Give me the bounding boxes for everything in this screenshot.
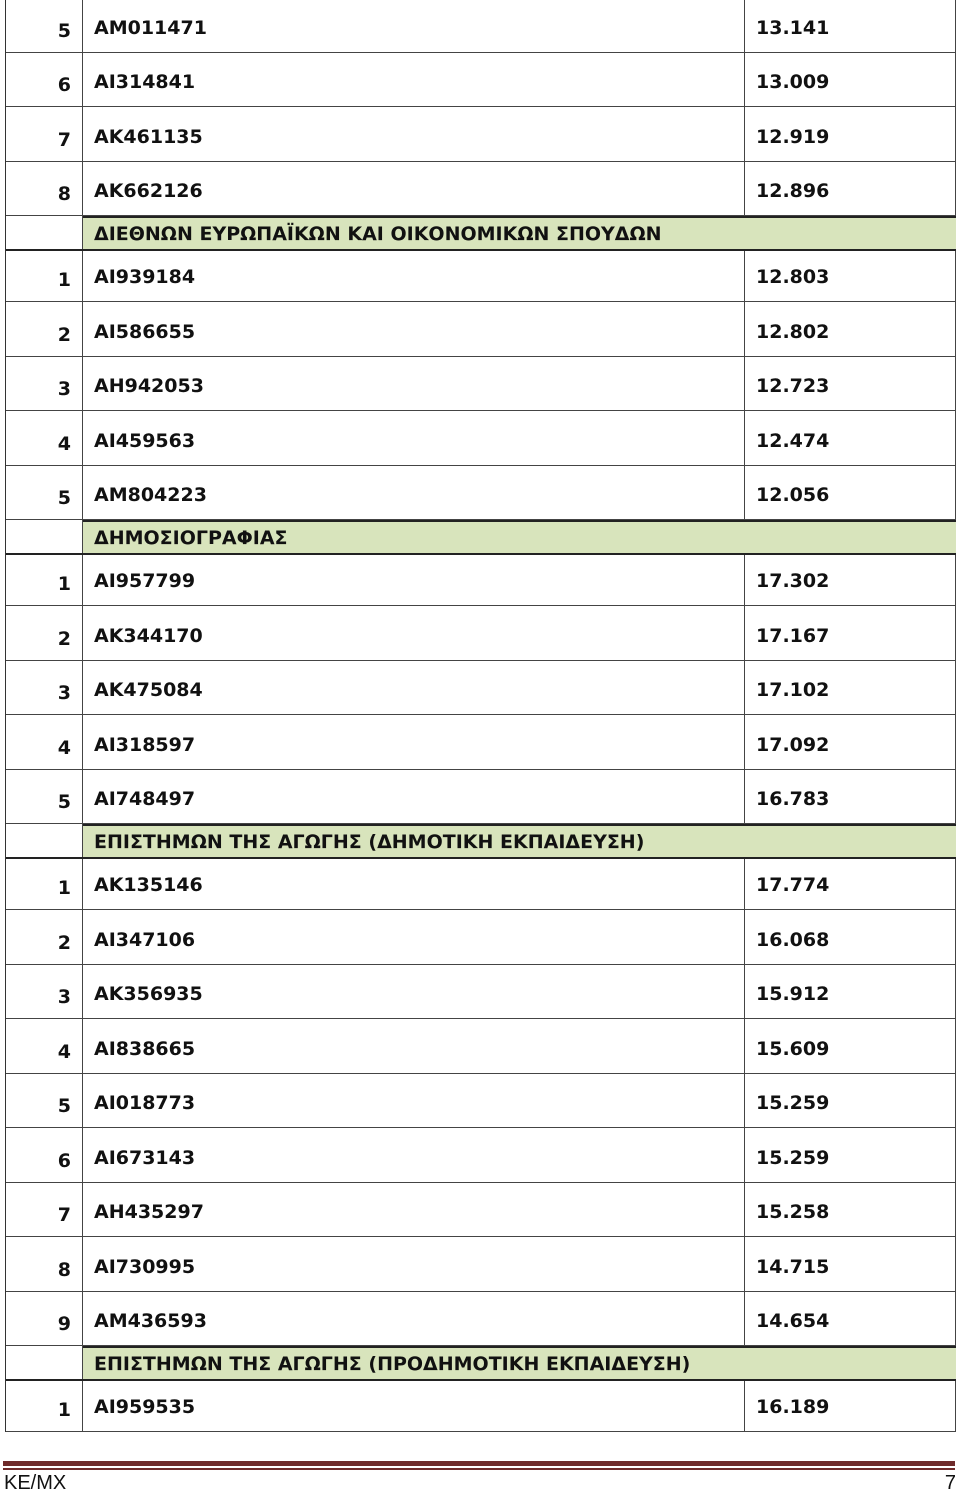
table-row (6, 770, 956, 825)
score-cell: 13.009 (745, 53, 956, 107)
score-cell: 17.302 (745, 555, 956, 605)
footer-label: ΚΕ/ΜΧ (4, 1472, 67, 1494)
candidate-id-cell: AI959535 (83, 1381, 745, 1431)
score-cell: 12.919 (745, 107, 956, 161)
table-row (6, 965, 956, 1020)
rank-cell: 1 (6, 859, 83, 909)
score-cell: 14.654 (745, 1292, 956, 1346)
score-cell: 17.092 (745, 715, 956, 769)
candidate-id-cell: AK344170 (83, 606, 745, 660)
table-row (6, 1128, 956, 1183)
score-cell: 15.912 (745, 965, 956, 1019)
page-number: 7 (944, 1472, 956, 1494)
rank-cell: 5 (6, 0, 83, 52)
table-row (6, 859, 956, 910)
table-row (6, 1292, 956, 1347)
candidate-id-cell: AH942053 (83, 357, 745, 411)
section-header-spacer (6, 216, 83, 249)
table-row (6, 357, 956, 412)
section-header-row (6, 1346, 956, 1381)
candidate-id-cell: AH435297 (83, 1183, 745, 1237)
candidate-id-cell: AK662126 (83, 162, 745, 216)
rank-cell: 3 (6, 965, 83, 1019)
table-row (6, 606, 956, 661)
table-row (6, 0, 956, 53)
table-row (6, 466, 956, 521)
section-header-spacer (6, 824, 83, 857)
rank-cell: 1 (6, 555, 83, 605)
table-row (6, 1183, 956, 1238)
candidate-id-cell: AI318597 (83, 715, 745, 769)
score-cell: 15.259 (745, 1128, 956, 1182)
candidate-id-cell: AI730995 (83, 1237, 745, 1291)
score-cell: 17.774 (745, 859, 956, 909)
section-header-spacer (6, 520, 83, 553)
rank-cell: 5 (6, 770, 83, 824)
candidate-id-cell: AK475084 (83, 661, 745, 715)
candidate-id-cell: AI939184 (83, 251, 745, 301)
rank-cell: 7 (6, 1183, 83, 1237)
section-title: ΕΠΙΣΤΗΜΩΝ ΤΗΣ ΑΓΩΓΗΣ (ΔΗΜΟΤΙΚΗ ΕΚΠΑΙΔΕΥΣΗ) (83, 824, 956, 857)
score-cell: 17.167 (745, 606, 956, 660)
rank-cell: 8 (6, 1237, 83, 1291)
candidate-id-cell: AI957799 (83, 555, 745, 605)
score-cell: 17.102 (745, 661, 956, 715)
rank-cell: 3 (6, 661, 83, 715)
rank-cell: 5 (6, 466, 83, 520)
score-cell: 12.056 (745, 466, 956, 520)
table-row (6, 1074, 956, 1129)
rank-cell: 4 (6, 411, 83, 465)
rank-cell: 2 (6, 302, 83, 356)
footer-rule-thin (3, 1468, 955, 1470)
rank-cell: 7 (6, 107, 83, 161)
rank-cell: 4 (6, 1019, 83, 1073)
score-cell: 13.141 (745, 0, 956, 52)
rank-cell: 2 (6, 606, 83, 660)
results-table (5, 0, 956, 1432)
table-row (6, 1237, 956, 1292)
table-row (6, 1381, 956, 1432)
candidate-id-cell: AI314841 (83, 53, 745, 107)
candidate-id-cell: AI673143 (83, 1128, 745, 1182)
rank-cell: 6 (6, 1128, 83, 1182)
candidate-id-cell: AM011471 (83, 0, 745, 52)
candidate-id-cell: AK461135 (83, 107, 745, 161)
table-row (6, 555, 956, 606)
rank-cell: 3 (6, 357, 83, 411)
score-cell: 14.715 (745, 1237, 956, 1291)
candidate-id-cell: AI347106 (83, 910, 745, 964)
table-row (6, 302, 956, 357)
footer-rule (3, 1461, 955, 1466)
candidate-id-cell: AK135146 (83, 859, 745, 909)
score-cell: 15.258 (745, 1183, 956, 1237)
table-row (6, 53, 956, 108)
rank-cell: 1 (6, 251, 83, 301)
candidate-id-cell: AM436593 (83, 1292, 745, 1346)
score-cell: 15.609 (745, 1019, 956, 1073)
table-row (6, 1019, 956, 1074)
rank-cell: 8 (6, 162, 83, 216)
section-title: ΕΠΙΣΤΗΜΩΝ ΤΗΣ ΑΓΩΓΗΣ (ΠΡΟΔΗΜΟΤΙΚΗ ΕΚΠΑΙΔΕΥΣΗ) (83, 1346, 956, 1379)
candidate-id-cell: AK356935 (83, 965, 745, 1019)
score-cell: 15.259 (745, 1074, 956, 1128)
candidate-id-cell: AI586655 (83, 302, 745, 356)
section-title: ΔΗΜΟΣΙΟΓΡΑΦΙΑΣ (83, 520, 956, 553)
score-cell: 12.723 (745, 357, 956, 411)
table-row (6, 910, 956, 965)
rank-cell: 1 (6, 1381, 83, 1431)
candidate-id-cell: AI748497 (83, 770, 745, 824)
section-header-row (6, 824, 956, 859)
rank-cell: 9 (6, 1292, 83, 1346)
score-cell: 16.783 (745, 770, 956, 824)
rank-cell: 2 (6, 910, 83, 964)
score-cell: 16.189 (745, 1381, 956, 1431)
score-cell: 12.802 (745, 302, 956, 356)
section-header-row (6, 216, 956, 251)
rank-cell: 4 (6, 715, 83, 769)
candidate-id-cell: AI459563 (83, 411, 745, 465)
section-header-row (6, 520, 956, 555)
rank-cell: 5 (6, 1074, 83, 1128)
score-cell: 12.474 (745, 411, 956, 465)
section-title: ΔΙΕΘΝΩΝ ΕΥΡΩΠΑΪΚΩΝ ΚΑΙ ΟΙΚΟΝΟΜΙΚΩΝ ΣΠΟΥΔΩΝ (83, 216, 956, 249)
table-row (6, 661, 956, 716)
section-header-spacer (6, 1346, 83, 1379)
score-cell: 12.803 (745, 251, 956, 301)
table-row (6, 251, 956, 302)
table-row (6, 411, 956, 466)
score-cell: 16.068 (745, 910, 956, 964)
candidate-id-cell: AI838665 (83, 1019, 745, 1073)
candidate-id-cell: AM804223 (83, 466, 745, 520)
candidate-id-cell: AI018773 (83, 1074, 745, 1128)
table-row (6, 162, 956, 217)
score-cell: 12.896 (745, 162, 956, 216)
rank-cell: 6 (6, 53, 83, 107)
table-row (6, 107, 956, 162)
table-row (6, 715, 956, 770)
